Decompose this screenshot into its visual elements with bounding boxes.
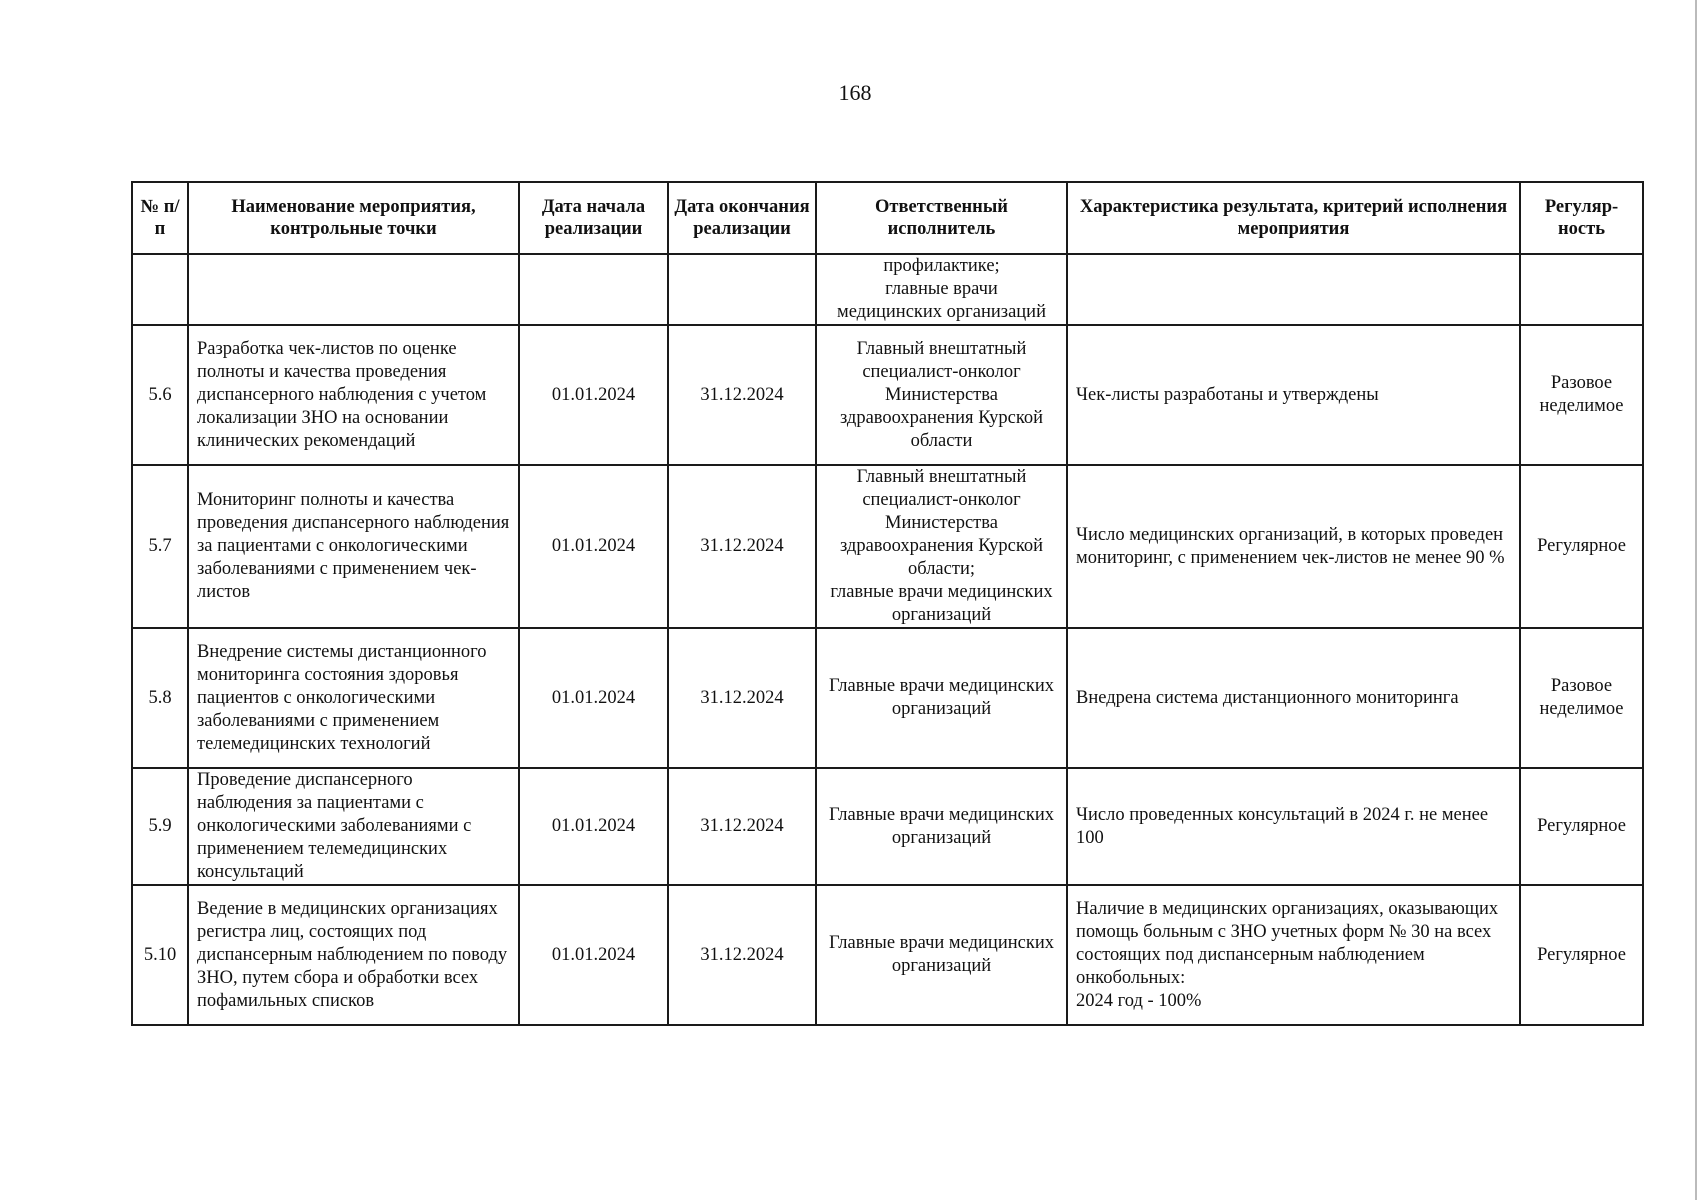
- row-result: Чек-листы разработаны и утверждены: [1067, 325, 1520, 465]
- row-end-date: [668, 254, 816, 325]
- table-row: [132, 628, 1643, 768]
- row-end-date: 31.12.2024: [668, 325, 816, 465]
- page-number: 168: [838, 80, 872, 105]
- row-num: 5.6: [132, 325, 188, 465]
- row-regularity: Регулярное: [1520, 465, 1643, 628]
- row-start-date: 01.01.2024: [519, 465, 668, 628]
- table-header-row: [132, 182, 1643, 254]
- table-row: [132, 254, 1643, 325]
- row-num: 5.8: [132, 628, 188, 768]
- row-result: [1067, 254, 1520, 325]
- row-end-date: 31.12.2024: [668, 465, 816, 628]
- header-regularity: Регуляр-ность: [1520, 182, 1643, 254]
- row-name: [188, 254, 519, 325]
- row-num: 5.7: [132, 465, 188, 628]
- row-executor: Главный внештатный специалист-онколог Министерства здравоохранения Курской области; главные врачи медицинских организаций: [816, 465, 1067, 628]
- row-executor: профилактике; главные врачи медицинских организаций: [816, 254, 1067, 325]
- row-executor: Главные врачи медицинских организаций: [816, 628, 1067, 768]
- header-name: Наименование мероприятия, контрольные точки: [188, 182, 519, 254]
- row-executor: Главные врачи медицинских организаций: [816, 768, 1067, 885]
- row-num: 5.10: [132, 885, 188, 1025]
- row-start-date: 01.01.2024: [519, 325, 668, 465]
- table-row: [132, 768, 1643, 885]
- row-end-date: 31.12.2024: [668, 628, 816, 768]
- row-regularity: Разовое неделимое: [1520, 628, 1643, 768]
- row-regularity: Регулярное: [1520, 768, 1643, 885]
- header-start-date: Дата начала реализации: [519, 182, 668, 254]
- table-row: [132, 465, 1643, 628]
- row-result: Внедрена система дистанционного мониторинга: [1067, 628, 1520, 768]
- row-result: Число медицинских организаций, в которых проведен мониторинг, с применением чек-листов не менее 90 %: [1067, 465, 1520, 628]
- header-result: Характеристика результата, критерий исполнения мероприятия: [1067, 182, 1520, 254]
- row-start-date: 01.01.2024: [519, 885, 668, 1025]
- row-result: Наличие в медицинских организациях, оказывающих помощь больным с ЗНО учетных форм № 30 на всех состоящих под диспансерным наблюдением онкобольных: 2024 год - 100%: [1067, 885, 1520, 1025]
- row-name: Проведение диспансерного наблюдения за пациентами с онкологическими заболеваниями с применением телемедицинских консультаций: [188, 768, 519, 885]
- row-start-date: [519, 254, 668, 325]
- header-executor: Ответственный исполнитель: [816, 182, 1067, 254]
- row-regularity: [1520, 254, 1643, 325]
- row-start-date: 01.01.2024: [519, 628, 668, 768]
- row-regularity: Регулярное: [1520, 885, 1643, 1025]
- row-executor: Главные врачи медицинских организаций: [816, 885, 1067, 1025]
- header-end-date: Дата окончания реализации: [668, 182, 816, 254]
- row-end-date: 31.12.2024: [668, 885, 816, 1025]
- activities-table: [131, 181, 1644, 1026]
- table-row: [132, 885, 1643, 1025]
- row-regularity: Разовое неделимое: [1520, 325, 1643, 465]
- row-name: Внедрение системы дистанционного мониторинга состояния здоровья пациентов с онкологическими заболеваниями с применением телемедицинских технологий: [188, 628, 519, 768]
- row-name: Мониторинг полноты и качества проведения диспансерного наблюдения за пациентами с онкологическими заболеваниями с применением чек-листов: [188, 465, 519, 628]
- row-result: Число проведенных консультаций в 2024 г. не менее 100: [1067, 768, 1520, 885]
- header-num: № п/п: [132, 182, 188, 254]
- row-num: 5.9: [132, 768, 188, 885]
- row-end-date: 31.12.2024: [668, 768, 816, 885]
- row-num: [132, 254, 188, 325]
- table-row: [132, 325, 1643, 465]
- row-executor: Главный внештатный специалист-онколог Министерства здравоохранения Курской области: [816, 325, 1067, 465]
- row-name: Ведение в медицинских организациях регистра лиц, состоящих под диспансерным наблюдением по поводу ЗНО, путем сбора и обработки всех пофамильных списков: [188, 885, 519, 1025]
- row-start-date: 01.01.2024: [519, 768, 668, 885]
- row-name: Разработка чек-листов по оценке полноты и качества проведения диспансерного наблюдения с учетом локализации ЗНО на основании клинических рекомендаций: [188, 325, 519, 465]
